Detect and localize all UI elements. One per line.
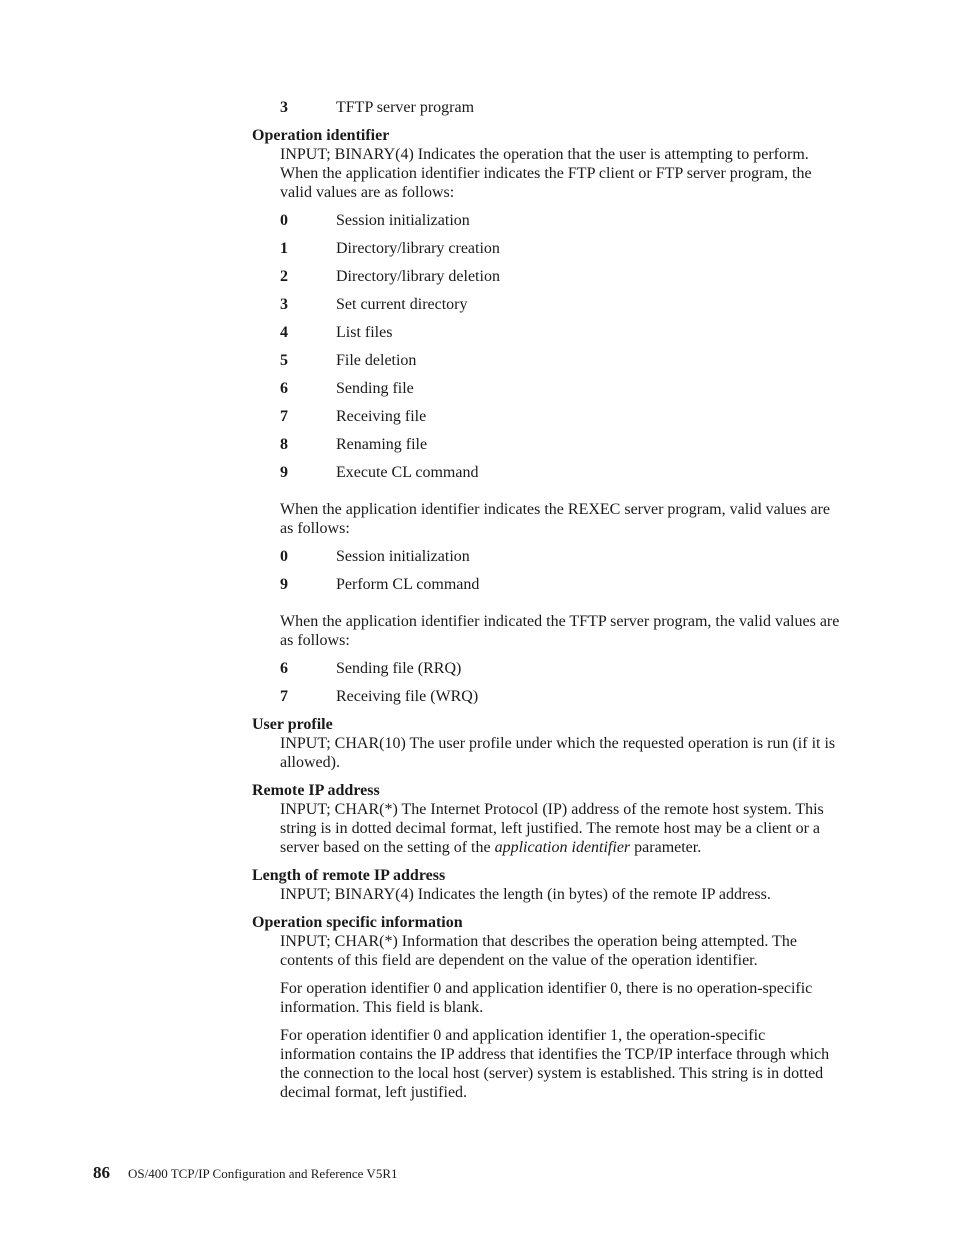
list-item bbox=[280, 547, 842, 566]
value-description: Session initialization bbox=[336, 212, 470, 229]
list-item bbox=[280, 98, 842, 117]
value-number: 7 bbox=[280, 408, 288, 425]
definition-operation-specific-information: INPUT; CHAR(*) Information that describes the operation being attempted. The contents of this field are dependent on the value of the operation identifier. bbox=[280, 933, 797, 969]
value-number: 6 bbox=[280, 380, 288, 397]
definition-user-profile: INPUT; CHAR(10) The user profile under which the requested operation is run (if it is allowed). bbox=[280, 735, 836, 771]
definition-text: parameter. bbox=[630, 839, 702, 856]
value-description: Set current directory bbox=[336, 296, 468, 313]
tftp-intro: When the application identifier indicated the TFTP server program, the valid values are as follows: bbox=[280, 613, 840, 649]
definition-operation-identifier: INPUT; BINARY(4) Indicates the operation that the user is attempting to perform. When the application identifier indicates the FTP client or FTP server program, the valid values are as follows: bbox=[280, 146, 812, 201]
rexec-value-list bbox=[252, 547, 842, 594]
ftp-value-list bbox=[252, 211, 842, 482]
value-description: File deletion bbox=[336, 352, 417, 369]
definition-text: INPUT; CHAR(*) The Internet Protocol (IP) address of the remote host system. This string is in dotted decimal format, left justified. The remote host may be a client or a server based on the setting of the bbox=[280, 801, 824, 856]
definition-length-remote-ip: INPUT; BINARY(4) Indicates the length (in bytes) of the remote IP address. bbox=[280, 886, 771, 903]
paragraph-operation-specific-2: For operation identifier 0 and application identifier 1, the operation-specific information contains the IP address that identifies the TCP/IP interface through which the connection to the local host (server) system is established. This string is in dotted decimal format, left justified. bbox=[280, 1027, 830, 1101]
list-item bbox=[280, 575, 842, 594]
list-item bbox=[280, 379, 842, 398]
page-footer bbox=[93, 1163, 397, 1183]
value-number: 7 bbox=[280, 688, 288, 705]
rexec-intro: When the application identifier indicates the REXEC server program, valid values are as follows: bbox=[280, 501, 831, 537]
value-description: TFTP server program bbox=[336, 99, 475, 116]
term-operation-specific-information: Operation specific information bbox=[252, 914, 463, 931]
term-length-remote-ip: Length of remote IP address bbox=[252, 867, 446, 884]
value-description: Execute CL command bbox=[336, 464, 479, 481]
value-number: 9 bbox=[280, 464, 288, 481]
top-value-list bbox=[252, 98, 842, 117]
value-number: 3 bbox=[280, 99, 288, 116]
value-description: Directory/library deletion bbox=[336, 268, 500, 285]
value-description: Receiving file bbox=[336, 408, 427, 425]
value-description: Session initialization bbox=[336, 548, 470, 565]
list-item bbox=[280, 295, 842, 314]
value-description: List files bbox=[336, 324, 393, 341]
value-number: 8 bbox=[280, 436, 288, 453]
definition-remote-ip-address bbox=[280, 800, 842, 857]
list-item bbox=[280, 267, 842, 286]
list-item bbox=[280, 239, 842, 258]
list-item bbox=[280, 435, 842, 454]
parameter-reference: application identifier bbox=[494, 839, 631, 856]
tftp-value-list bbox=[252, 659, 842, 706]
value-number: 0 bbox=[280, 212, 288, 229]
list-item bbox=[280, 659, 842, 678]
value-number: 2 bbox=[280, 268, 288, 285]
value-description: Renaming file bbox=[336, 436, 428, 453]
value-description: Sending file (RRQ) bbox=[336, 660, 462, 677]
list-item bbox=[280, 211, 842, 230]
list-item bbox=[280, 407, 842, 426]
list-item bbox=[280, 323, 842, 342]
term-remote-ip-address: Remote IP address bbox=[252, 782, 380, 799]
page-number: 86 bbox=[93, 1163, 110, 1182]
page-content bbox=[252, 98, 842, 1111]
value-number: 6 bbox=[280, 660, 288, 677]
value-number: 5 bbox=[280, 352, 288, 369]
value-description: Perform CL command bbox=[336, 576, 480, 593]
paragraph-operation-specific-1: For operation identifier 0 and application identifier 0, there is no operation-specific information. This field is blank. bbox=[280, 980, 813, 1016]
value-number: 3 bbox=[280, 296, 288, 313]
list-item bbox=[280, 351, 842, 370]
value-number: 1 bbox=[280, 240, 288, 257]
list-item bbox=[280, 687, 842, 706]
term-user-profile: User profile bbox=[252, 716, 333, 733]
value-description: Sending file bbox=[336, 380, 414, 397]
list-item bbox=[280, 463, 842, 482]
term-operation-identifier: Operation identifier bbox=[252, 127, 390, 144]
book-title: OS/400 TCP/IP Configuration and Reference V5R1 bbox=[128, 1166, 398, 1181]
value-description: Receiving file (WRQ) bbox=[336, 688, 479, 705]
value-description: Directory/library creation bbox=[336, 240, 500, 257]
value-number: 9 bbox=[280, 576, 288, 593]
value-number: 4 bbox=[280, 324, 288, 341]
value-number: 0 bbox=[280, 548, 288, 565]
